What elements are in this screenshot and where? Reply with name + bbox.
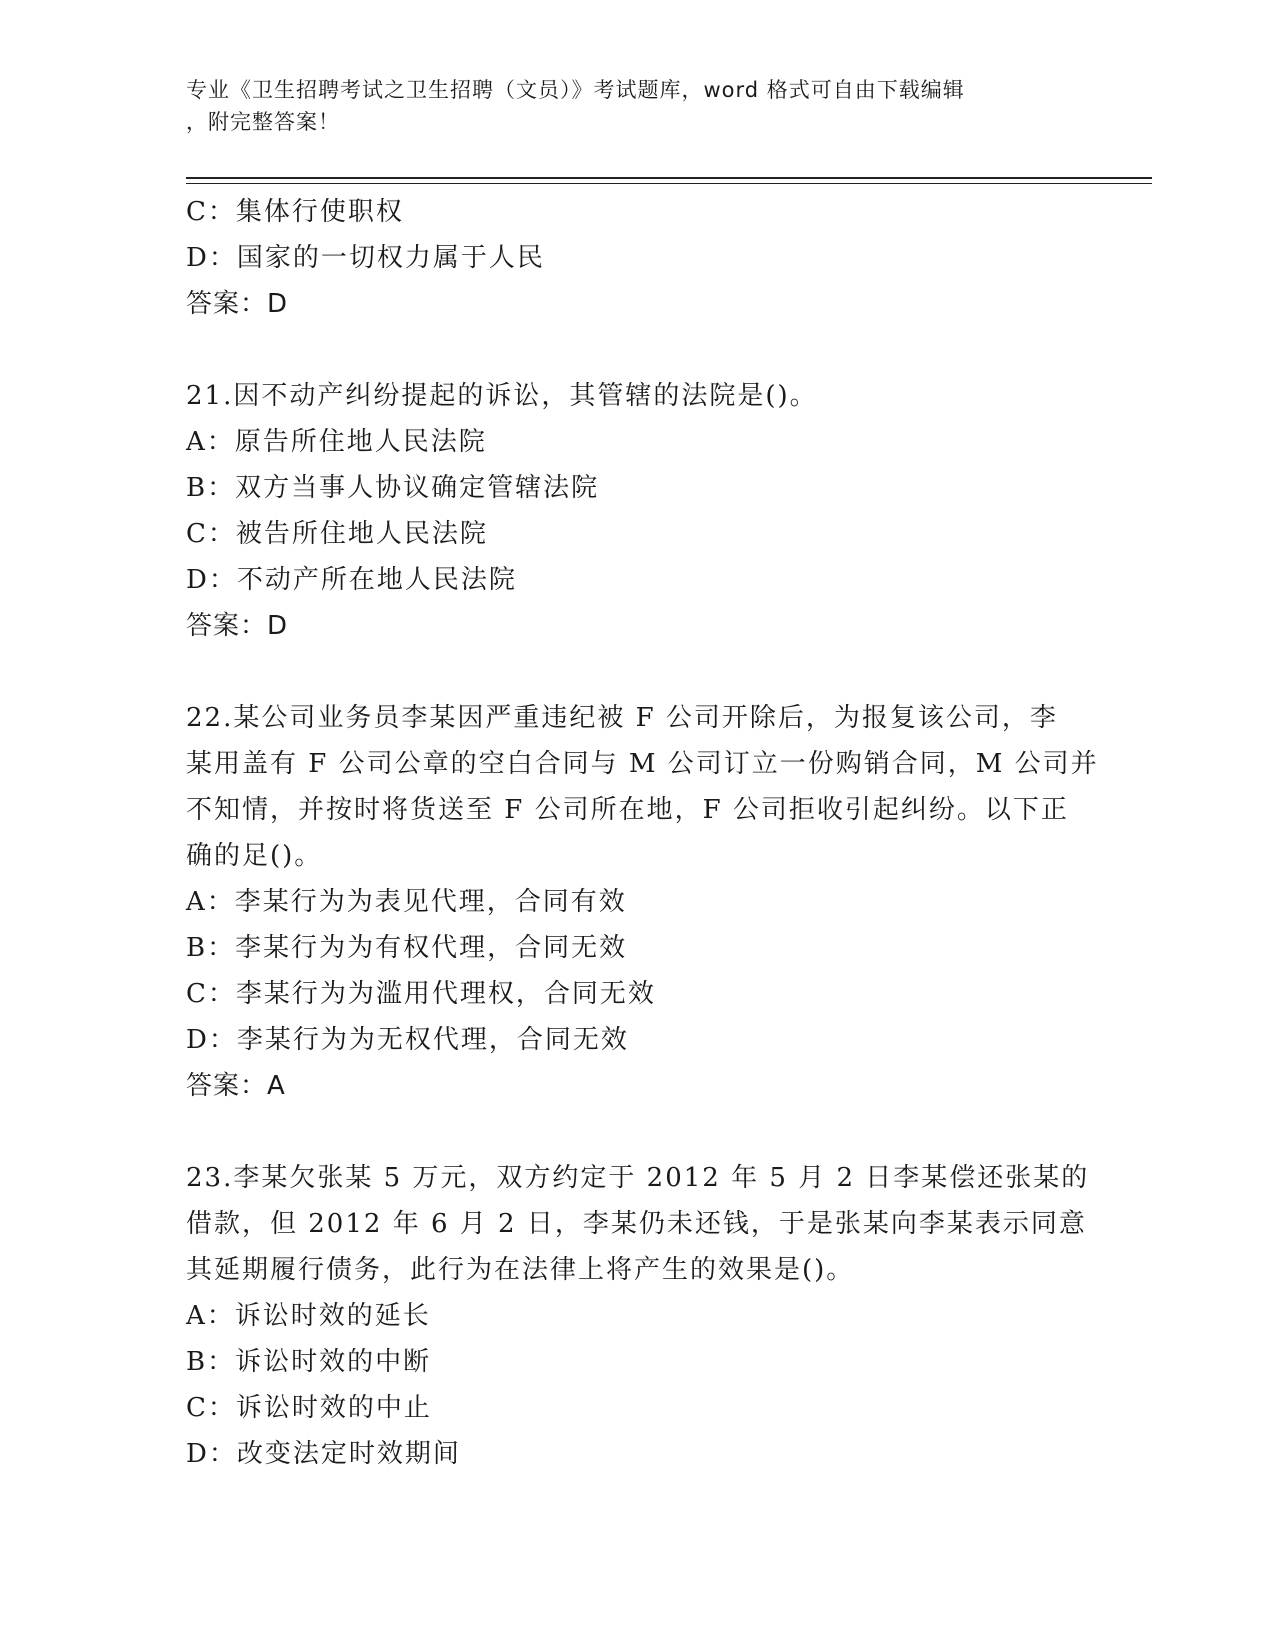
option-b: B：李某行为为有权代理，合同无效 xyxy=(186,933,628,963)
question-stem-line: 22.某公司业务员李某因严重违纪被 F 公司开除后，为报复该公司，李 xyxy=(186,703,1058,733)
header-rule-thin xyxy=(186,183,1152,184)
spacer xyxy=(186,649,1086,695)
option-a: A：原告所住地人民法院 xyxy=(186,427,487,457)
option-b: B：诉讼时效的中断 xyxy=(186,1347,432,1377)
question-stem-line: 不知情，并按时将货送至 F 公司所在地，F 公司拒收引起纠纷。以下正 xyxy=(186,795,1069,825)
question-stem-line: 确的足()。 xyxy=(186,841,323,871)
option-c: C：集体行使职权 xyxy=(186,197,404,227)
answer-text: 答案：A xyxy=(186,1071,286,1101)
option-c: C：李某行为为滥用代理权，合同无效 xyxy=(186,979,656,1009)
question-stem-line: 23.李某欠张某 5 万元，双方约定于 2012 年 5 月 2 日李某偿还张某的 xyxy=(186,1163,1090,1193)
question-list xyxy=(186,189,1099,1477)
answer-text: 答案：D xyxy=(186,611,289,641)
header-rule-thick xyxy=(186,177,1152,179)
question-22 xyxy=(186,695,1099,1109)
question-stem-line: 借款，但 2012 年 6 月 2 日，李某仍未还钱，于是张某向李某表示同意 xyxy=(186,1209,1087,1239)
option-d: D：不动产所在地人民法院 xyxy=(186,565,517,595)
question-stem-line: 某用盖有 F 公司公章的空白合同与 M 公司订立一份购销合同，M 公司并 xyxy=(186,749,1099,779)
question-21 xyxy=(186,373,1086,649)
spacer xyxy=(186,327,1086,373)
option-d: D：李某行为为无权代理，合同无效 xyxy=(186,1025,629,1055)
document-header: 专业《卫生招聘考试之卫生招聘（文员）》考试题库，word 格式可自由下载编辑 ，附完整答案！ xyxy=(186,78,965,134)
option-c: C：被告所住地人民法院 xyxy=(186,519,488,549)
question-stem-line: 其延期履行债务，此行为在法律上将产生的效果是()。 xyxy=(186,1255,855,1285)
option-a: A：李某行为为表见代理，合同有效 xyxy=(186,887,627,917)
answer-text: 答案：D xyxy=(186,289,289,319)
option-d: D：国家的一切权力属于人民 xyxy=(186,243,545,273)
option-a: A：诉讼时效的延长 xyxy=(186,1301,431,1331)
question-23 xyxy=(186,1155,1090,1477)
option-d: D：改变法定时效期间 xyxy=(186,1439,461,1469)
prev-question xyxy=(186,189,1086,327)
option-b: B：双方当事人协议确定管辖法院 xyxy=(186,473,600,503)
option-c: C：诉讼时效的中止 xyxy=(186,1393,432,1423)
spacer xyxy=(186,1109,1086,1155)
question-stem-line: 21.因不动产纠纷提起的诉讼，其管辖的法院是()。 xyxy=(186,381,818,411)
